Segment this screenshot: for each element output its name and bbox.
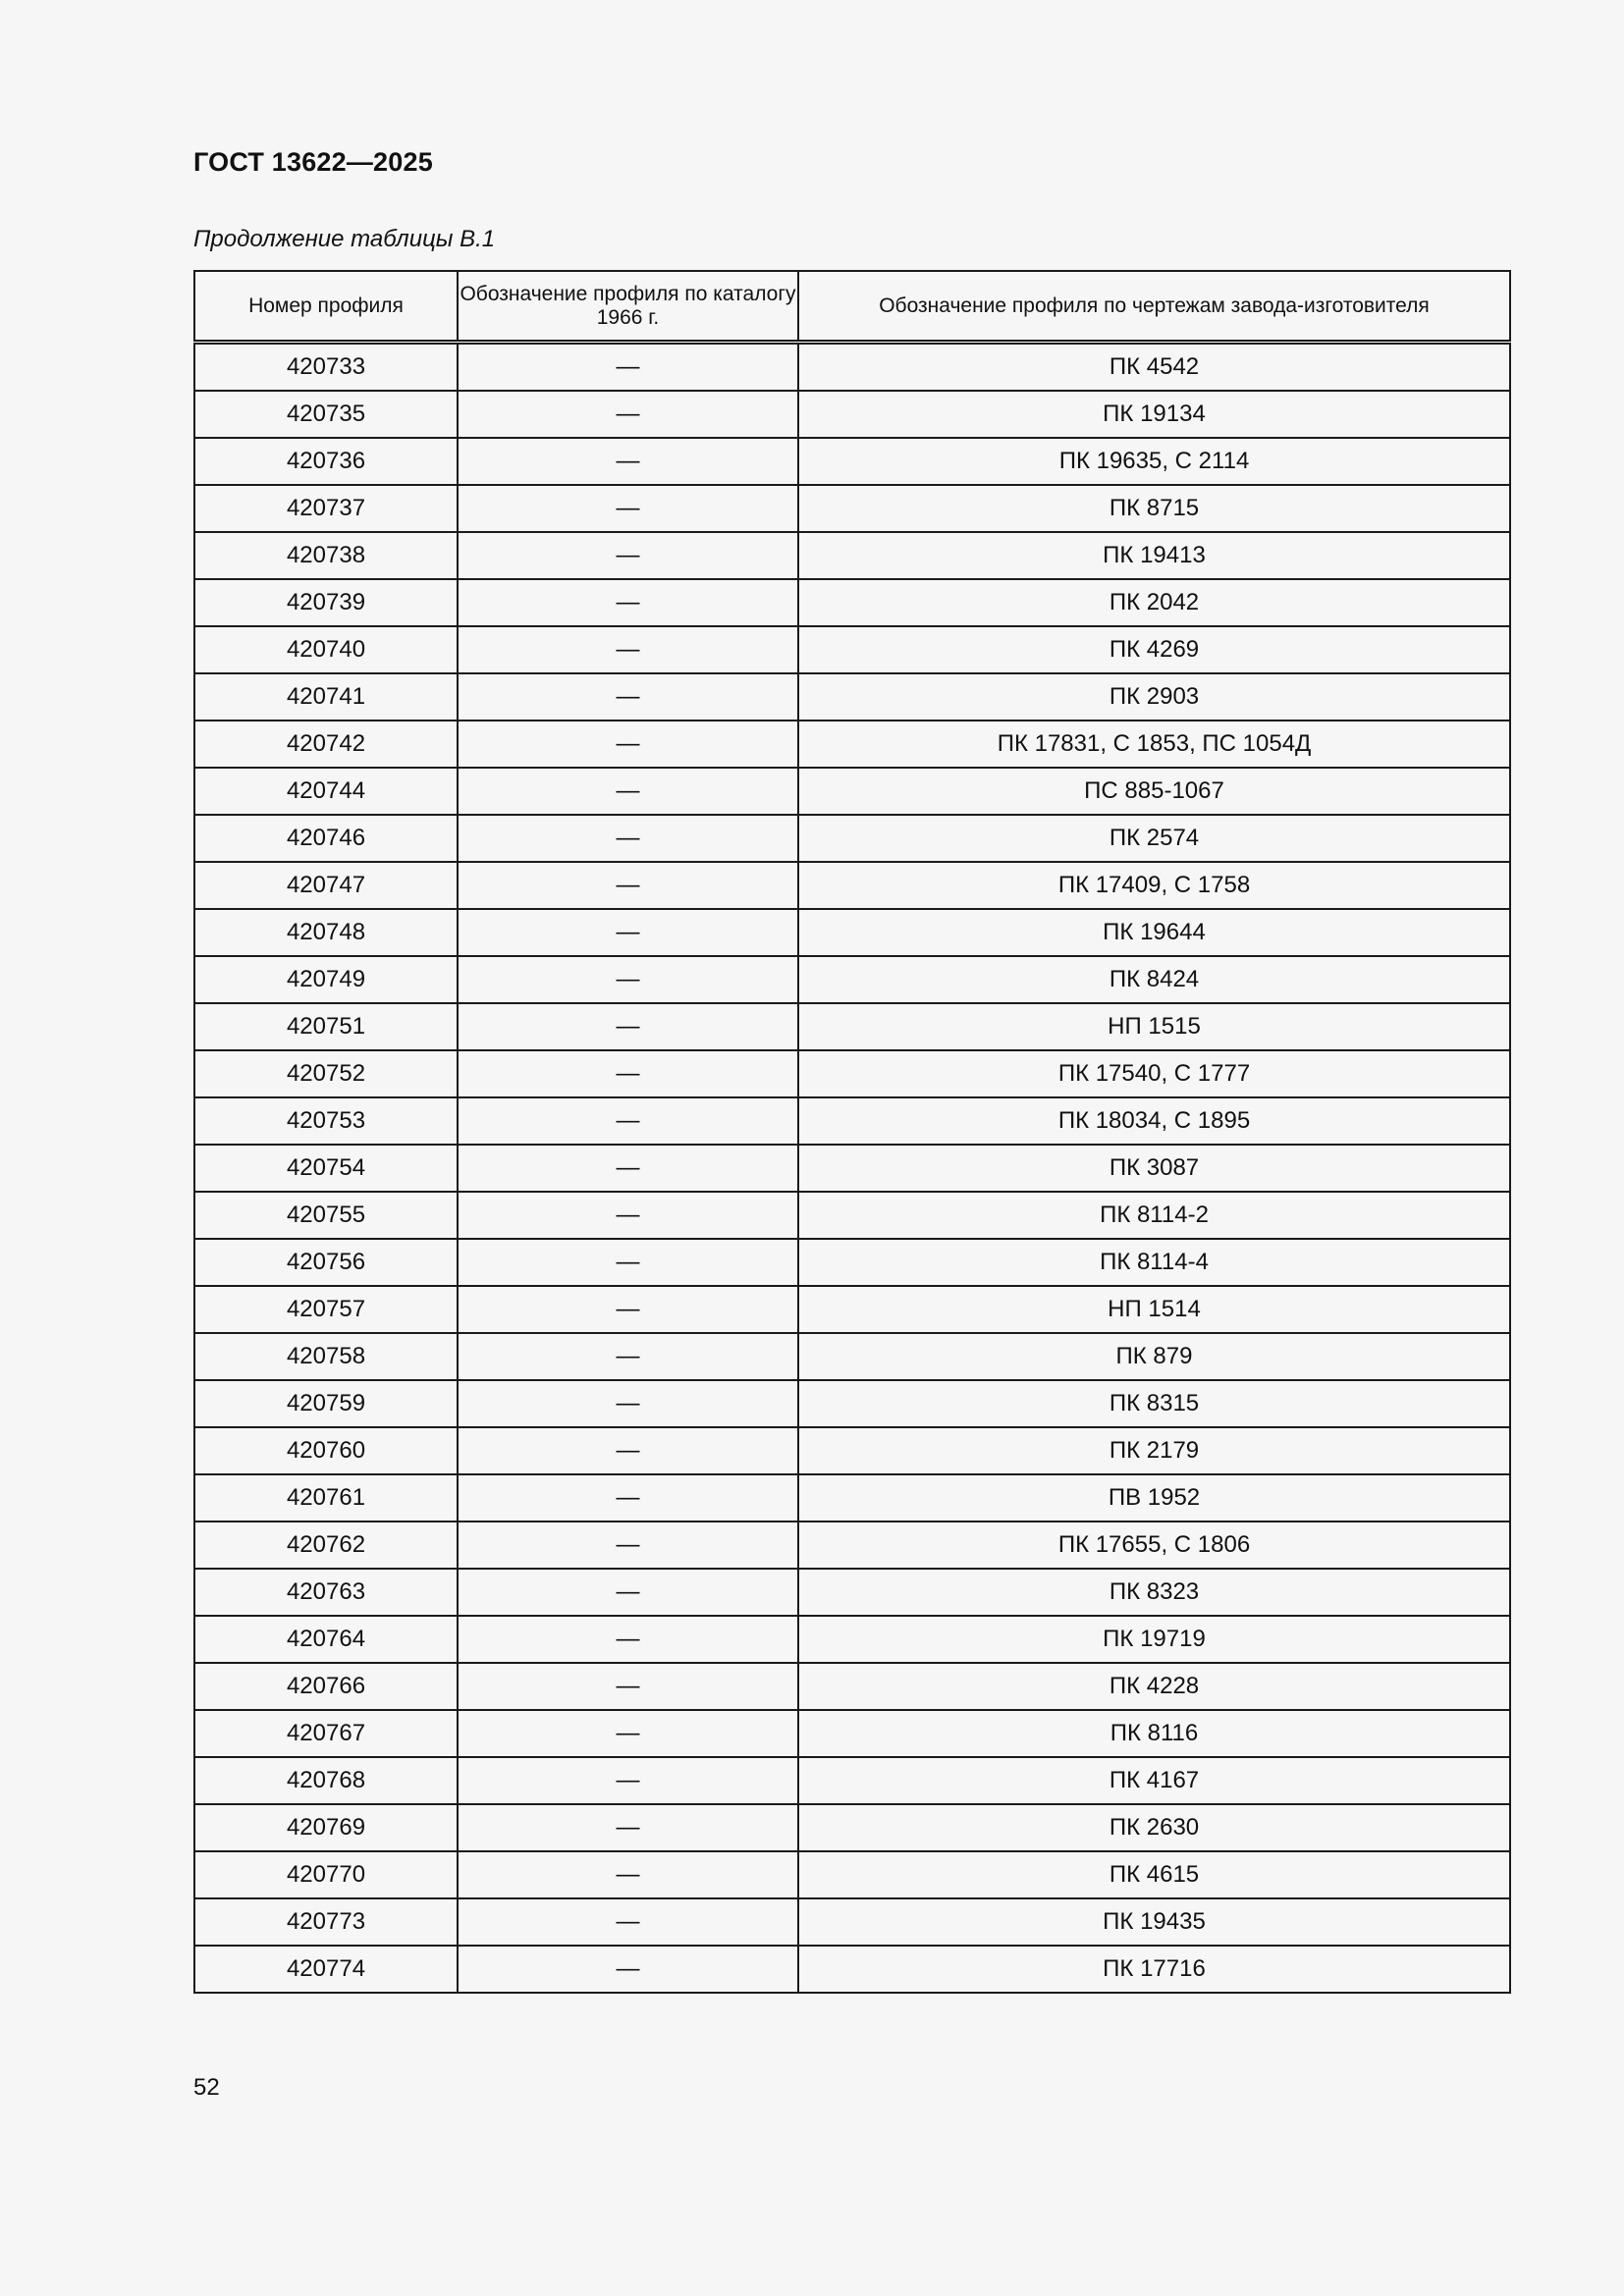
factory-drawing-cell: НП 1514 [798,1286,1510,1333]
table-row [194,438,1510,485]
profile-number-cell: 420760 [194,1427,458,1474]
profile-number-cell: 420761 [194,1474,458,1522]
catalog-1966-cell: — [458,721,798,768]
table-row [194,1663,1510,1710]
factory-drawing-cell: ПК 19435 [798,1898,1510,1946]
profile-number-cell: 420764 [194,1616,458,1663]
catalog-1966-cell: — [458,673,798,721]
table-row [194,626,1510,673]
factory-drawing-cell: НП 1515 [798,1003,1510,1050]
table-row [194,1003,1510,1050]
table-row [194,909,1510,956]
profile-number-cell: 420746 [194,815,458,862]
table-row [194,862,1510,909]
factory-drawing-cell: ПК 19134 [798,391,1510,438]
table-row [194,579,1510,626]
profile-number-cell: 420759 [194,1380,458,1427]
table-row [194,1898,1510,1946]
catalog-1966-cell: — [458,1663,798,1710]
profile-number-cell: 420755 [194,1192,458,1239]
profiles-table [193,270,1511,1994]
factory-drawing-cell: ПК 2179 [798,1427,1510,1474]
table-row [194,343,1510,392]
profile-number-cell: 420747 [194,862,458,909]
catalog-1966-cell: — [458,1898,798,1946]
catalog-1966-cell: — [458,1003,798,1050]
catalog-1966-cell: — [458,1569,798,1616]
table-caption: Продолжение таблицы В.1 [193,226,496,252]
table-header-row [194,271,1510,343]
catalog-1966-cell: — [458,1522,798,1569]
factory-drawing-cell: ПК 19644 [798,909,1510,956]
table-row [194,1239,1510,1286]
profile-number-cell: 420773 [194,1898,458,1946]
catalog-1966-cell: — [458,579,798,626]
profile-number-cell: 420735 [194,391,458,438]
profile-number-cell: 420756 [194,1239,458,1286]
table-row [194,1616,1510,1663]
factory-drawing-cell: ПК 17540, С 1777 [798,1050,1510,1097]
factory-drawing-cell: ПК 2903 [798,673,1510,721]
catalog-1966-cell: — [458,1804,798,1851]
table-row [194,1804,1510,1851]
table-row [194,1192,1510,1239]
table-row [194,721,1510,768]
factory-drawing-cell: ПК 4542 [798,343,1510,392]
factory-drawing-cell: ПК 2574 [798,815,1510,862]
factory-drawing-cell: ПС 885-1067 [798,768,1510,815]
profile-number-cell: 420749 [194,956,458,1003]
profile-number-cell: 420763 [194,1569,458,1616]
catalog-1966-cell: — [458,1097,798,1145]
catalog-1966-cell: — [458,1616,798,1663]
profile-number-cell: 420737 [194,485,458,532]
catalog-1966-cell: — [458,815,798,862]
document-title: ГОСТ 13622—2025 [193,147,433,177]
profile-number-cell: 420767 [194,1710,458,1757]
profile-number-cell: 420739 [194,579,458,626]
profile-number-cell: 420769 [194,1804,458,1851]
profile-number-cell: 420768 [194,1757,458,1804]
factory-drawing-cell: ПК 17655, С 1806 [798,1522,1510,1569]
catalog-1966-cell: — [458,1050,798,1097]
table-row [194,1757,1510,1804]
profile-number-cell: 420748 [194,909,458,956]
factory-drawing-cell: ПК 4167 [798,1757,1510,1804]
catalog-1966-cell: — [458,343,798,392]
profile-number-cell: 420738 [194,532,458,579]
table-row [194,673,1510,721]
factory-drawing-cell: ПК 8424 [798,956,1510,1003]
factory-drawing-cell: ПК 2630 [798,1804,1510,1851]
table-row [194,1333,1510,1380]
factory-drawing-cell: ПК 19719 [798,1616,1510,1663]
factory-drawing-cell: ПК 17716 [798,1946,1510,1993]
factory-drawing-cell: ПК 2042 [798,579,1510,626]
factory-drawing-cell: ПК 19635, С 2114 [798,438,1510,485]
profile-number-cell: 420751 [194,1003,458,1050]
catalog-1966-cell: — [458,768,798,815]
profile-number-cell: 420740 [194,626,458,673]
factory-drawing-cell: ПК 17409, С 1758 [798,862,1510,909]
catalog-1966-cell: — [458,438,798,485]
factory-drawing-cell: ПК 8715 [798,485,1510,532]
catalog-1966-cell: — [458,1757,798,1804]
profile-number-cell: 420757 [194,1286,458,1333]
profile-number-cell: 420744 [194,768,458,815]
table-row [194,1097,1510,1145]
table-row [194,1710,1510,1757]
catalog-1966-cell: — [458,1192,798,1239]
catalog-1966-cell: — [458,1380,798,1427]
table-row [194,1145,1510,1192]
factory-drawing-cell: ПК 17831, С 1853, ПС 1054Д [798,721,1510,768]
catalog-1966-cell: — [458,1474,798,1522]
column-header-profile-number: Номер профиля [194,271,458,343]
profile-number-cell: 420742 [194,721,458,768]
table-row [194,956,1510,1003]
profile-number-cell: 420752 [194,1050,458,1097]
table-row [194,485,1510,532]
catalog-1966-cell: — [458,1946,798,1993]
table-row [194,1522,1510,1569]
profile-number-cell: 420762 [194,1522,458,1569]
table-row [194,1569,1510,1616]
factory-drawing-cell: ПК 4228 [798,1663,1510,1710]
profile-number-cell: 420766 [194,1663,458,1710]
profile-number-cell: 420753 [194,1097,458,1145]
profile-number-cell: 420741 [194,673,458,721]
catalog-1966-cell: — [458,1851,798,1898]
catalog-1966-cell: — [458,862,798,909]
catalog-1966-cell: — [458,909,798,956]
factory-drawing-cell: ПК 3087 [798,1145,1510,1192]
catalog-1966-cell: — [458,1333,798,1380]
column-header-factory-drawing: Обозначение профиля по чертежам завода-изготовителя [798,271,1510,343]
profile-number-cell: 420774 [194,1946,458,1993]
profile-number-cell: 420758 [194,1333,458,1380]
profile-number-cell: 420770 [194,1851,458,1898]
factory-drawing-cell: ПВ 1952 [798,1474,1510,1522]
catalog-1966-cell: — [458,1145,798,1192]
factory-drawing-cell: ПК 8116 [798,1710,1510,1757]
table-row [194,1946,1510,1993]
table-body [194,343,1510,1994]
factory-drawing-cell: ПК 879 [798,1333,1510,1380]
catalog-1966-cell: — [458,1710,798,1757]
factory-drawing-cell: ПК 8315 [798,1380,1510,1427]
catalog-1966-cell: — [458,485,798,532]
table-row [194,532,1510,579]
catalog-1966-cell: — [458,532,798,579]
profile-number-cell: 420736 [194,438,458,485]
table-row [194,1050,1510,1097]
profile-number-cell: 420733 [194,343,458,392]
catalog-1966-cell: — [458,626,798,673]
profile-number-cell: 420754 [194,1145,458,1192]
factory-drawing-cell: ПК 8114-4 [798,1239,1510,1286]
catalog-1966-cell: — [458,956,798,1003]
table-row [194,1286,1510,1333]
table-row [194,1380,1510,1427]
factory-drawing-cell: ПК 8114-2 [798,1192,1510,1239]
catalog-1966-cell: — [458,391,798,438]
catalog-1966-cell: — [458,1239,798,1286]
catalog-1966-cell: — [458,1286,798,1333]
table-row [194,1851,1510,1898]
factory-drawing-cell: ПК 19413 [798,532,1510,579]
factory-drawing-cell: ПК 4269 [798,626,1510,673]
factory-drawing-cell: ПК 4615 [798,1851,1510,1898]
factory-drawing-cell: ПК 8323 [798,1569,1510,1616]
table-row [194,1474,1510,1522]
page-number: 52 [193,2074,220,2101]
table-row [194,1427,1510,1474]
table-row [194,391,1510,438]
table-row [194,768,1510,815]
factory-drawing-cell: ПК 18034, С 1895 [798,1097,1510,1145]
table-row [194,815,1510,862]
catalog-1966-cell: — [458,1427,798,1474]
column-header-catalog-1966: Обозначение профиля по каталогу 1966 г. [458,271,798,343]
